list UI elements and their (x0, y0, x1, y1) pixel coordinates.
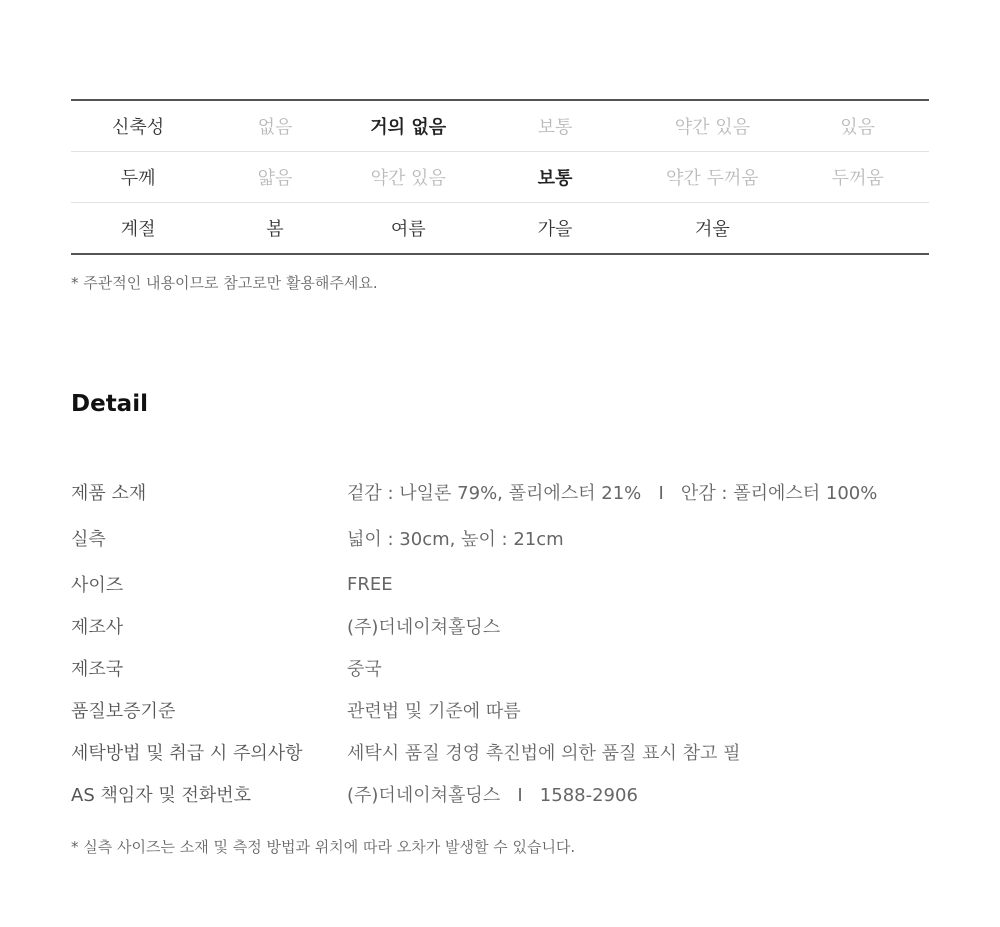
attribute-option: 있음 (786, 100, 929, 152)
detail-value: (주)더네이쳐홀딩스 (347, 617, 501, 638)
attribute-option: 약간 있음 (345, 152, 472, 203)
attribute-label: 계절 (120, 219, 156, 240)
attribute-row-thickness (71, 152, 929, 203)
attribute-option: 약간 있음 (638, 100, 786, 152)
detail-heading: Detail (71, 391, 148, 417)
attribute-option: 두꺼움 (786, 152, 929, 203)
measurement-note: * 실측 사이즈는 소재 및 측정 방법과 위치에 따라 오차가 발생할 수 있습니다. (71, 838, 576, 856)
attribute-option (786, 203, 929, 255)
detail-row-measurement (71, 525, 929, 551)
detail-key: 품질보증기준 (71, 701, 176, 722)
detail-row-as-contact (71, 781, 929, 807)
detail-row-manufacturer (71, 613, 929, 639)
detail-value: 관련법 및 기준에 따름 (347, 701, 521, 722)
detail-key: 세탁방법 및 취급 시 주의사항 (71, 743, 303, 764)
detail-row-material (71, 479, 929, 505)
detail-value: 세탁시 품질 경영 촉진법에 의한 품질 표시 참고 필 (347, 743, 741, 764)
attribute-option-selected: 보통 (472, 152, 639, 203)
detail-key: 사이즈 (71, 575, 124, 596)
detail-key: 제품 소재 (71, 483, 147, 504)
attribute-option: 얇음 (205, 152, 345, 203)
attribute-note: * 주관적인 내용이므로 참고로만 활용해주세요. (71, 274, 378, 292)
detail-value: (주)더네이쳐홀딩스 I 1588-2906 (347, 785, 638, 806)
attribute-option: 없음 (205, 100, 345, 152)
detail-value: 중국 (347, 659, 382, 680)
detail-key: 제조국 (71, 659, 124, 680)
attribute-option: 여름 (390, 219, 426, 240)
detail-value: 겉감 : 나일론 79%, 폴리에스터 21% I 안감 : 폴리에스터 100% (347, 483, 878, 504)
detail-key: 제조사 (71, 617, 124, 638)
detail-key: 실측 (71, 529, 106, 550)
attribute-option: 약간 두꺼움 (638, 152, 786, 203)
detail-row-warranty (71, 697, 929, 723)
attribute-option: 가을 (537, 219, 573, 240)
detail-value: FREE (347, 573, 393, 595)
attribute-label: 신축성 (71, 100, 205, 152)
attribute-option-selected: 거의 없음 (345, 100, 472, 152)
attribute-table (71, 99, 929, 255)
attribute-option: 보통 (472, 100, 639, 152)
detail-row-country (71, 655, 929, 681)
attribute-option: 겨울 (694, 219, 730, 240)
attribute-row-season (71, 203, 929, 255)
detail-row-care (71, 739, 929, 765)
attribute-label: 두께 (71, 152, 205, 203)
detail-value: 넓이 : 30cm, 높이 : 21cm (347, 529, 564, 550)
attribute-option: 봄 (266, 219, 284, 240)
detail-row-size (71, 571, 929, 597)
detail-key: AS 책임자 및 전화번호 (71, 785, 252, 806)
attribute-row-stretch (71, 100, 929, 152)
